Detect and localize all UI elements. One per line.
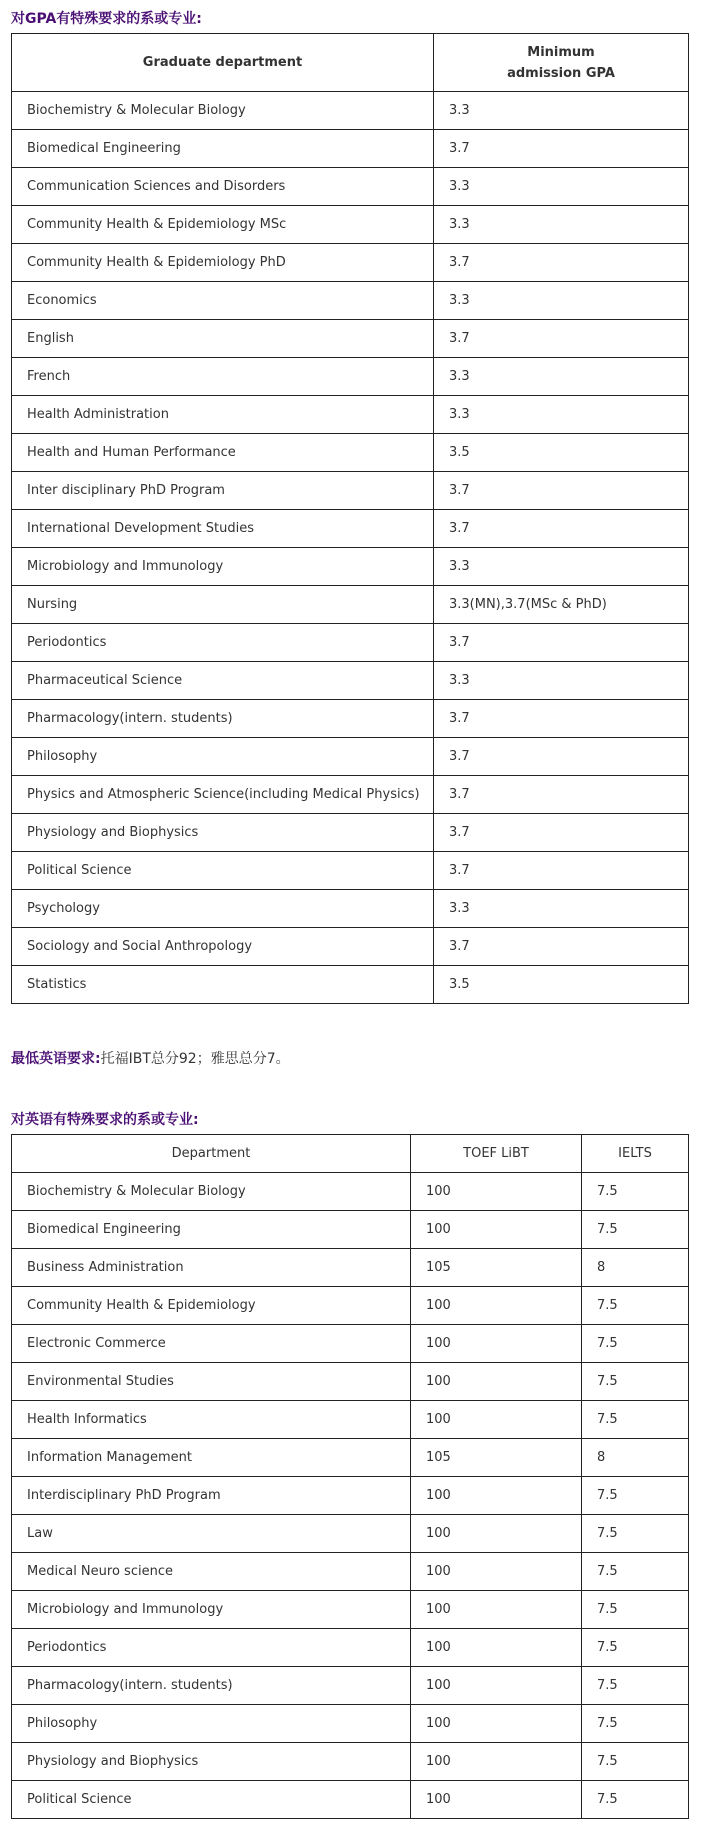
header-minimum-gpa <box>434 34 689 92</box>
gpa-section-heading: 对GPA有特殊要求的系或专业: <box>11 11 202 27</box>
ielts-cell: 7.5 <box>582 1515 689 1553</box>
table-row <box>12 1667 689 1705</box>
ielts-cell: 7.5 <box>582 1477 689 1515</box>
table-row <box>12 700 689 738</box>
table-row <box>12 282 689 320</box>
table-row <box>12 1781 689 1819</box>
table-row <box>12 928 689 966</box>
toefl-cell: 100 <box>411 1401 582 1439</box>
table-row <box>12 358 689 396</box>
english-requirement-text: 托福IBT总分92；雅思总分7。 <box>100 1051 290 1067</box>
gpa-cell: 3.3(MN),3.7(MSc & PhD) <box>434 586 689 624</box>
department-cell: Statistics <box>12 966 434 1004</box>
gpa-cell: 3.3 <box>434 890 689 928</box>
toefl-cell: 100 <box>411 1705 582 1743</box>
english-section-heading: 对英语有特殊要求的系或专业: <box>11 1112 199 1128</box>
table-row <box>12 206 689 244</box>
gpa-cell: 3.3 <box>434 206 689 244</box>
department-cell: Microbiology and Immunology <box>12 1591 411 1629</box>
header-gpa-line2: admission GPA <box>507 65 615 81</box>
table-row <box>12 1173 689 1211</box>
toefl-cell: 100 <box>411 1173 582 1211</box>
gpa-cell: 3.7 <box>434 700 689 738</box>
gpa-cell: 3.7 <box>434 776 689 814</box>
table-row <box>12 738 689 776</box>
table-row <box>12 472 689 510</box>
table-row <box>12 586 689 624</box>
ielts-cell: 7.5 <box>582 1629 689 1667</box>
table-row <box>12 1705 689 1743</box>
gpa-cell: 3.7 <box>434 738 689 776</box>
table-row <box>12 1743 689 1781</box>
department-cell: Law <box>12 1515 411 1553</box>
gpa-cell: 3.5 <box>434 966 689 1004</box>
toefl-cell: 100 <box>411 1667 582 1705</box>
department-cell: French <box>12 358 434 396</box>
department-cell: Business Administration <box>12 1249 411 1287</box>
header-department: Department <box>12 1135 411 1173</box>
table-row <box>12 434 689 472</box>
department-cell: Philosophy <box>12 1705 411 1743</box>
table-row <box>12 1211 689 1249</box>
department-cell: Environmental Studies <box>12 1363 411 1401</box>
department-cell: Medical Neuro science <box>12 1553 411 1591</box>
ielts-cell: 8 <box>582 1249 689 1287</box>
table-row <box>12 168 689 206</box>
table-row <box>12 1287 689 1325</box>
department-cell: Physiology and Biophysics <box>12 814 434 852</box>
table-row <box>12 1553 689 1591</box>
department-cell: Health Administration <box>12 396 434 434</box>
toefl-cell: 105 <box>411 1439 582 1477</box>
department-cell: Biochemistry & Molecular Biology <box>12 1173 411 1211</box>
department-cell: Communication Sciences and Disorders <box>12 168 434 206</box>
department-cell: International Development Studies <box>12 510 434 548</box>
department-cell: Microbiology and Immunology <box>12 548 434 586</box>
department-cell: Economics <box>12 282 434 320</box>
table-row <box>12 776 689 814</box>
department-cell: Nursing <box>12 586 434 624</box>
table-row <box>12 510 689 548</box>
department-cell: Community Health & Epidemiology PhD <box>12 244 434 282</box>
ielts-cell: 7.5 <box>582 1401 689 1439</box>
ielts-cell: 7.5 <box>582 1667 689 1705</box>
department-cell: English <box>12 320 434 358</box>
header-toefl: TOEF LiBT <box>411 1135 582 1173</box>
department-cell: Interdisciplinary PhD Program <box>12 1477 411 1515</box>
department-cell: Community Health & Epidemiology <box>12 1287 411 1325</box>
toefl-cell: 100 <box>411 1553 582 1591</box>
header-ielts: IELTS <box>582 1135 689 1173</box>
department-cell: Biomedical Engineering <box>12 1211 411 1249</box>
table-row <box>12 966 689 1004</box>
table-row <box>12 1249 689 1287</box>
table-row <box>12 1401 689 1439</box>
table-row <box>12 396 689 434</box>
table-row <box>12 1363 689 1401</box>
toefl-cell: 100 <box>411 1325 582 1363</box>
table-header-row <box>12 34 689 92</box>
table-row <box>12 624 689 662</box>
gpa-cell: 3.3 <box>434 358 689 396</box>
gpa-cell: 3.7 <box>434 510 689 548</box>
table-row <box>12 890 689 928</box>
gpa-cell: 3.3 <box>434 168 689 206</box>
ielts-cell: 7.5 <box>582 1743 689 1781</box>
gpa-cell: 3.7 <box>434 624 689 662</box>
department-cell: Health Informatics <box>12 1401 411 1439</box>
department-cell: Biomedical Engineering <box>12 130 434 168</box>
toefl-cell: 100 <box>411 1211 582 1249</box>
ielts-cell: 7.5 <box>582 1287 689 1325</box>
toefl-cell: 100 <box>411 1781 582 1819</box>
gpa-cell: 3.7 <box>434 814 689 852</box>
department-cell: Physics and Atmospheric Science(including Medical Physics) <box>12 776 434 814</box>
ielts-cell: 7.5 <box>582 1591 689 1629</box>
department-cell: Health and Human Performance <box>12 434 434 472</box>
table-row <box>12 1439 689 1477</box>
gpa-cell: 3.7 <box>434 130 689 168</box>
department-cell: Periodontics <box>12 624 434 662</box>
gpa-cell: 3.7 <box>434 320 689 358</box>
department-cell: Physiology and Biophysics <box>12 1743 411 1781</box>
gpa-cell: 3.3 <box>434 662 689 700</box>
department-cell: Biochemistry & Molecular Biology <box>12 92 434 130</box>
department-cell: Electronic Commerce <box>12 1325 411 1363</box>
table-row <box>12 130 689 168</box>
department-cell: Philosophy <box>12 738 434 776</box>
department-cell: Pharmacology(intern. students) <box>12 700 434 738</box>
department-cell: Political Science <box>12 852 434 890</box>
department-cell: Inter disciplinary PhD Program <box>12 472 434 510</box>
english-requirement-label: 最低英语要求: <box>11 1051 101 1067</box>
toefl-cell: 100 <box>411 1629 582 1667</box>
table-row <box>12 548 689 586</box>
header-gpa-line1: Minimum <box>527 44 595 60</box>
gpa-requirements-table <box>11 33 689 1004</box>
ielts-cell: 8 <box>582 1439 689 1477</box>
table-row <box>12 662 689 700</box>
minimum-english-requirement <box>11 1048 290 1068</box>
toefl-cell: 100 <box>411 1363 582 1401</box>
ielts-cell: 7.5 <box>582 1553 689 1591</box>
gpa-cell: 3.3 <box>434 92 689 130</box>
table-row <box>12 1515 689 1553</box>
ielts-cell: 7.5 <box>582 1363 689 1401</box>
table-row <box>12 1591 689 1629</box>
table-header-row <box>12 1135 689 1173</box>
ielts-cell: 7.5 <box>582 1781 689 1819</box>
department-cell: Psychology <box>12 890 434 928</box>
department-cell: Information Management <box>12 1439 411 1477</box>
toefl-cell: 100 <box>411 1743 582 1781</box>
table-row <box>12 1629 689 1667</box>
department-cell: Pharmaceutical Science <box>12 662 434 700</box>
toefl-cell: 100 <box>411 1287 582 1325</box>
toefl-cell: 105 <box>411 1249 582 1287</box>
department-cell: Community Health & Epidemiology MSc <box>12 206 434 244</box>
gpa-cell: 3.5 <box>434 434 689 472</box>
table-row <box>12 852 689 890</box>
department-cell: Periodontics <box>12 1629 411 1667</box>
toefl-cell: 100 <box>411 1591 582 1629</box>
table-row <box>12 92 689 130</box>
department-cell: Political Science <box>12 1781 411 1819</box>
ielts-cell: 7.5 <box>582 1325 689 1363</box>
gpa-cell: 3.3 <box>434 282 689 320</box>
table-row <box>12 244 689 282</box>
table-row <box>12 320 689 358</box>
table-row <box>12 814 689 852</box>
gpa-cell: 3.7 <box>434 472 689 510</box>
gpa-cell: 3.3 <box>434 396 689 434</box>
table-row <box>12 1477 689 1515</box>
english-requirements-table <box>11 1134 689 1819</box>
toefl-cell: 100 <box>411 1477 582 1515</box>
table-row <box>12 1325 689 1363</box>
ielts-cell: 7.5 <box>582 1211 689 1249</box>
department-cell: Pharmacology(intern. students) <box>12 1667 411 1705</box>
gpa-cell: 3.7 <box>434 928 689 966</box>
ielts-cell: 7.5 <box>582 1705 689 1743</box>
gpa-cell: 3.7 <box>434 244 689 282</box>
gpa-cell: 3.7 <box>434 852 689 890</box>
header-graduate-department: Graduate department <box>12 34 434 92</box>
ielts-cell: 7.5 <box>582 1173 689 1211</box>
department-cell: Sociology and Social Anthropology <box>12 928 434 966</box>
gpa-cell: 3.3 <box>434 548 689 586</box>
toefl-cell: 100 <box>411 1515 582 1553</box>
